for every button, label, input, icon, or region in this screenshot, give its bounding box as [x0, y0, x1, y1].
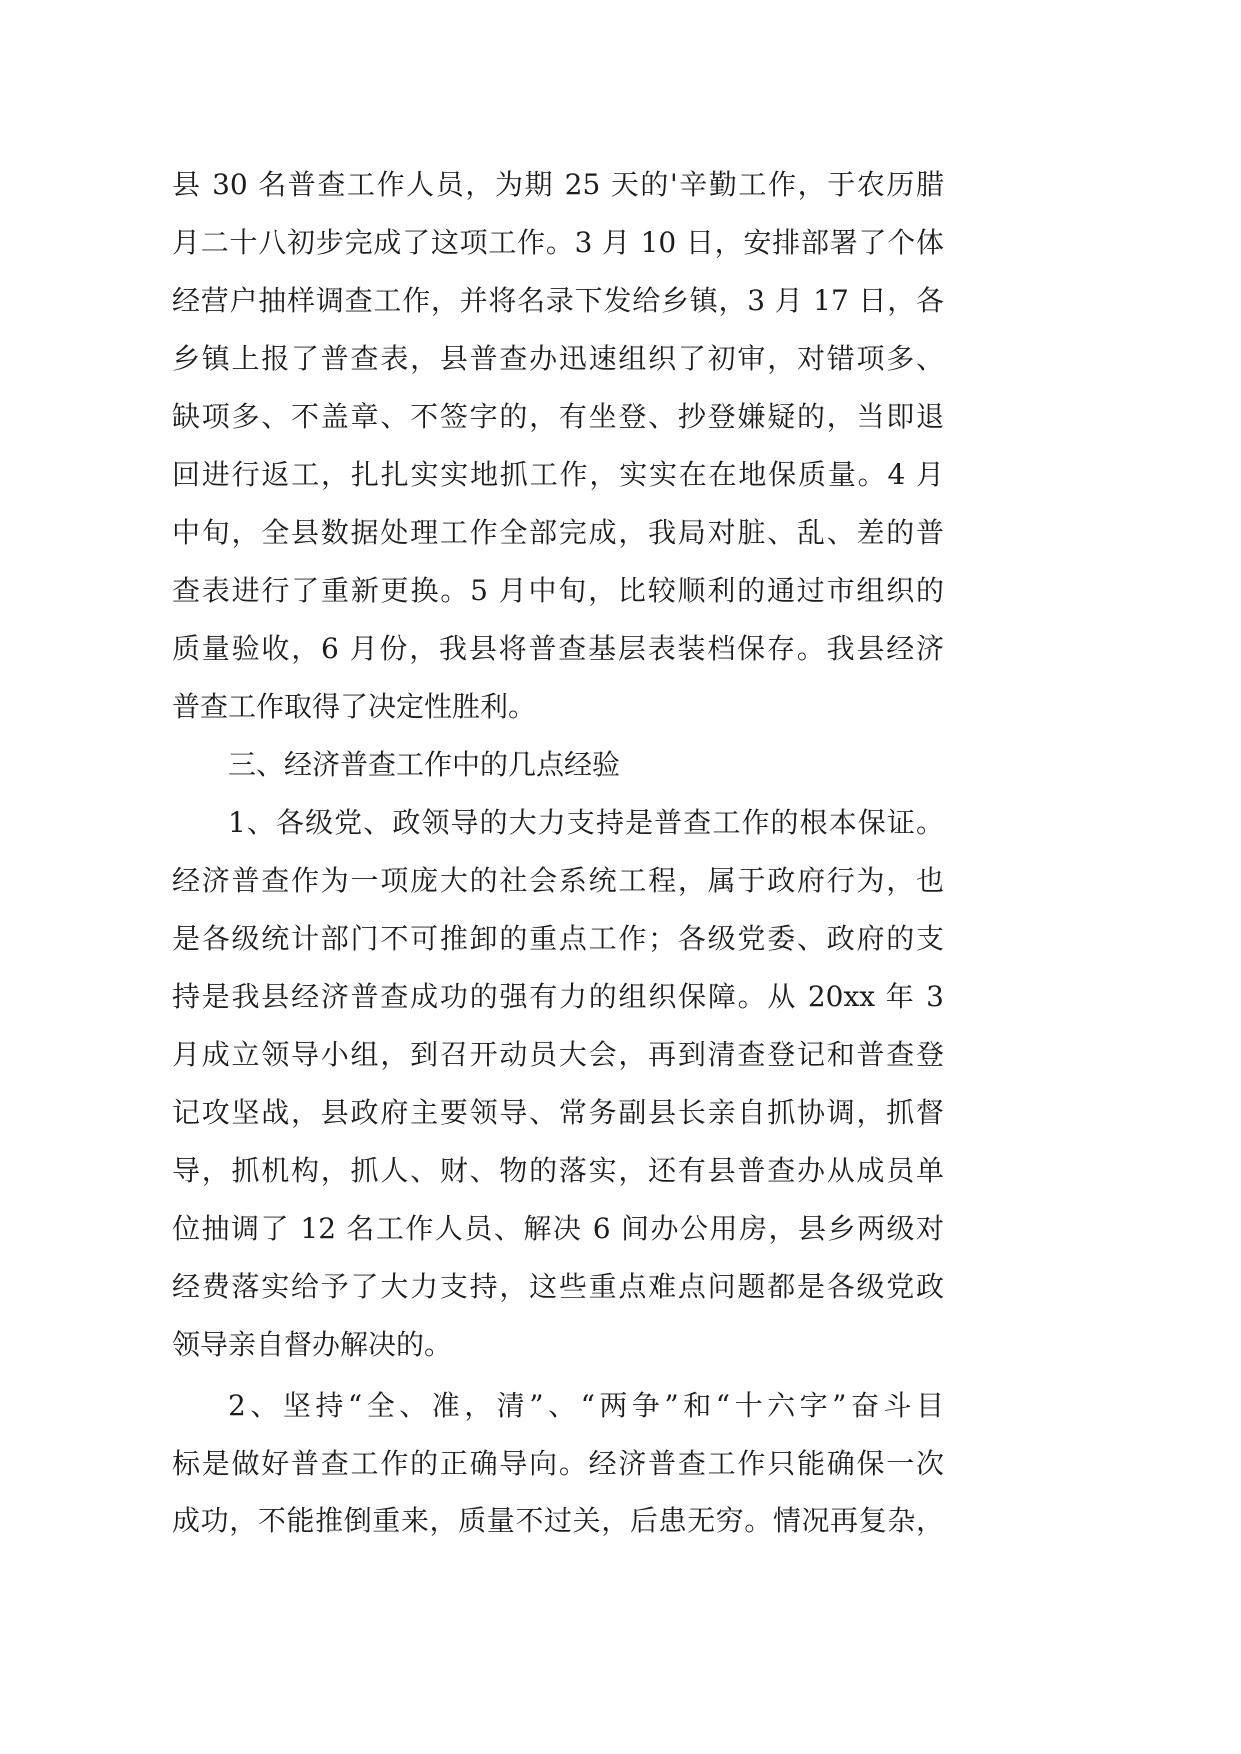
text-line: 持是我县经济普查成功的强有力的组织保障。从 20xx 年 3: [172, 980, 944, 1013]
section-heading-text: 三、经济普查工作中的几点经验: [228, 748, 621, 781]
text-line: 质量验收，6 月份，我县将普查基层表装档保存。我县经济: [172, 632, 944, 665]
text-line: 县 30 名普查工作人员，为期 25 天的'辛勤工作，于农历腊: [172, 168, 944, 201]
text-line: 领导亲自督办解决的。: [172, 1328, 453, 1361]
text-line: 是各级统计部门不可推卸的重点工作；各级党委、政府的支: [172, 922, 944, 955]
text-line: 记攻坚战，县政府主要领导、常务副县长亲自抓协调，抓督: [172, 1096, 944, 1129]
text-line: 缺项多、不盖章、不签字的，有坐登、抄登嫌疑的，当即退: [172, 400, 944, 433]
text-line: 月二十八初步完成了这项工作。3 月 10 日，安排部署了个体: [172, 226, 944, 259]
text-line: 中旬，全县数据处理工作全部完成，我局对脏、乱、差的普: [172, 516, 944, 549]
text-line: 乡镇上报了普查表，县普查办迅速组织了初审，对错项多、: [172, 342, 944, 375]
text-line: 成功，不能推倒重来，质量不过关，后患无穷。情况再复杂，: [172, 1504, 944, 1537]
text-line: 标是做好普查工作的正确导向。经济普查工作只能确保一次: [172, 1447, 944, 1480]
text-line: 查表进行了重新更换。5 月中旬，比较顺利的通过市组织的: [172, 574, 944, 607]
text-line: 1、各级党、政领导的大力支持是普查工作的根本保证。: [228, 806, 944, 839]
text-line: 经济普查作为一项庞大的社会系统工程，属于政府行为，也: [172, 864, 944, 897]
text-line: 导，抓机构，抓人、财、物的落实，还有县普查办从成员单: [172, 1154, 944, 1187]
text-line: 位抽调了 12 名工作人员、解决 6 间办公用房，县乡两级对: [172, 1212, 944, 1245]
text-line: 普查工作取得了决定性胜利。: [172, 690, 537, 723]
text-line: 经营户抽样调查工作，并将名录下发给乡镇，3 月 17 日，各: [172, 284, 944, 317]
text-line: 经费落实给予了大力支持，这些重点难点问题都是各级党政: [172, 1270, 944, 1303]
text-line: 回进行返工，扎扎实实地抓工作，实实在在地保质量。4 月: [172, 458, 944, 491]
text-line: 2、坚持“全、准，清”、“两争”和“十六字”奋斗目: [228, 1389, 944, 1422]
text-line: 月成立领导小组，到召开动员大会，再到清查登记和普查登: [172, 1038, 944, 1071]
